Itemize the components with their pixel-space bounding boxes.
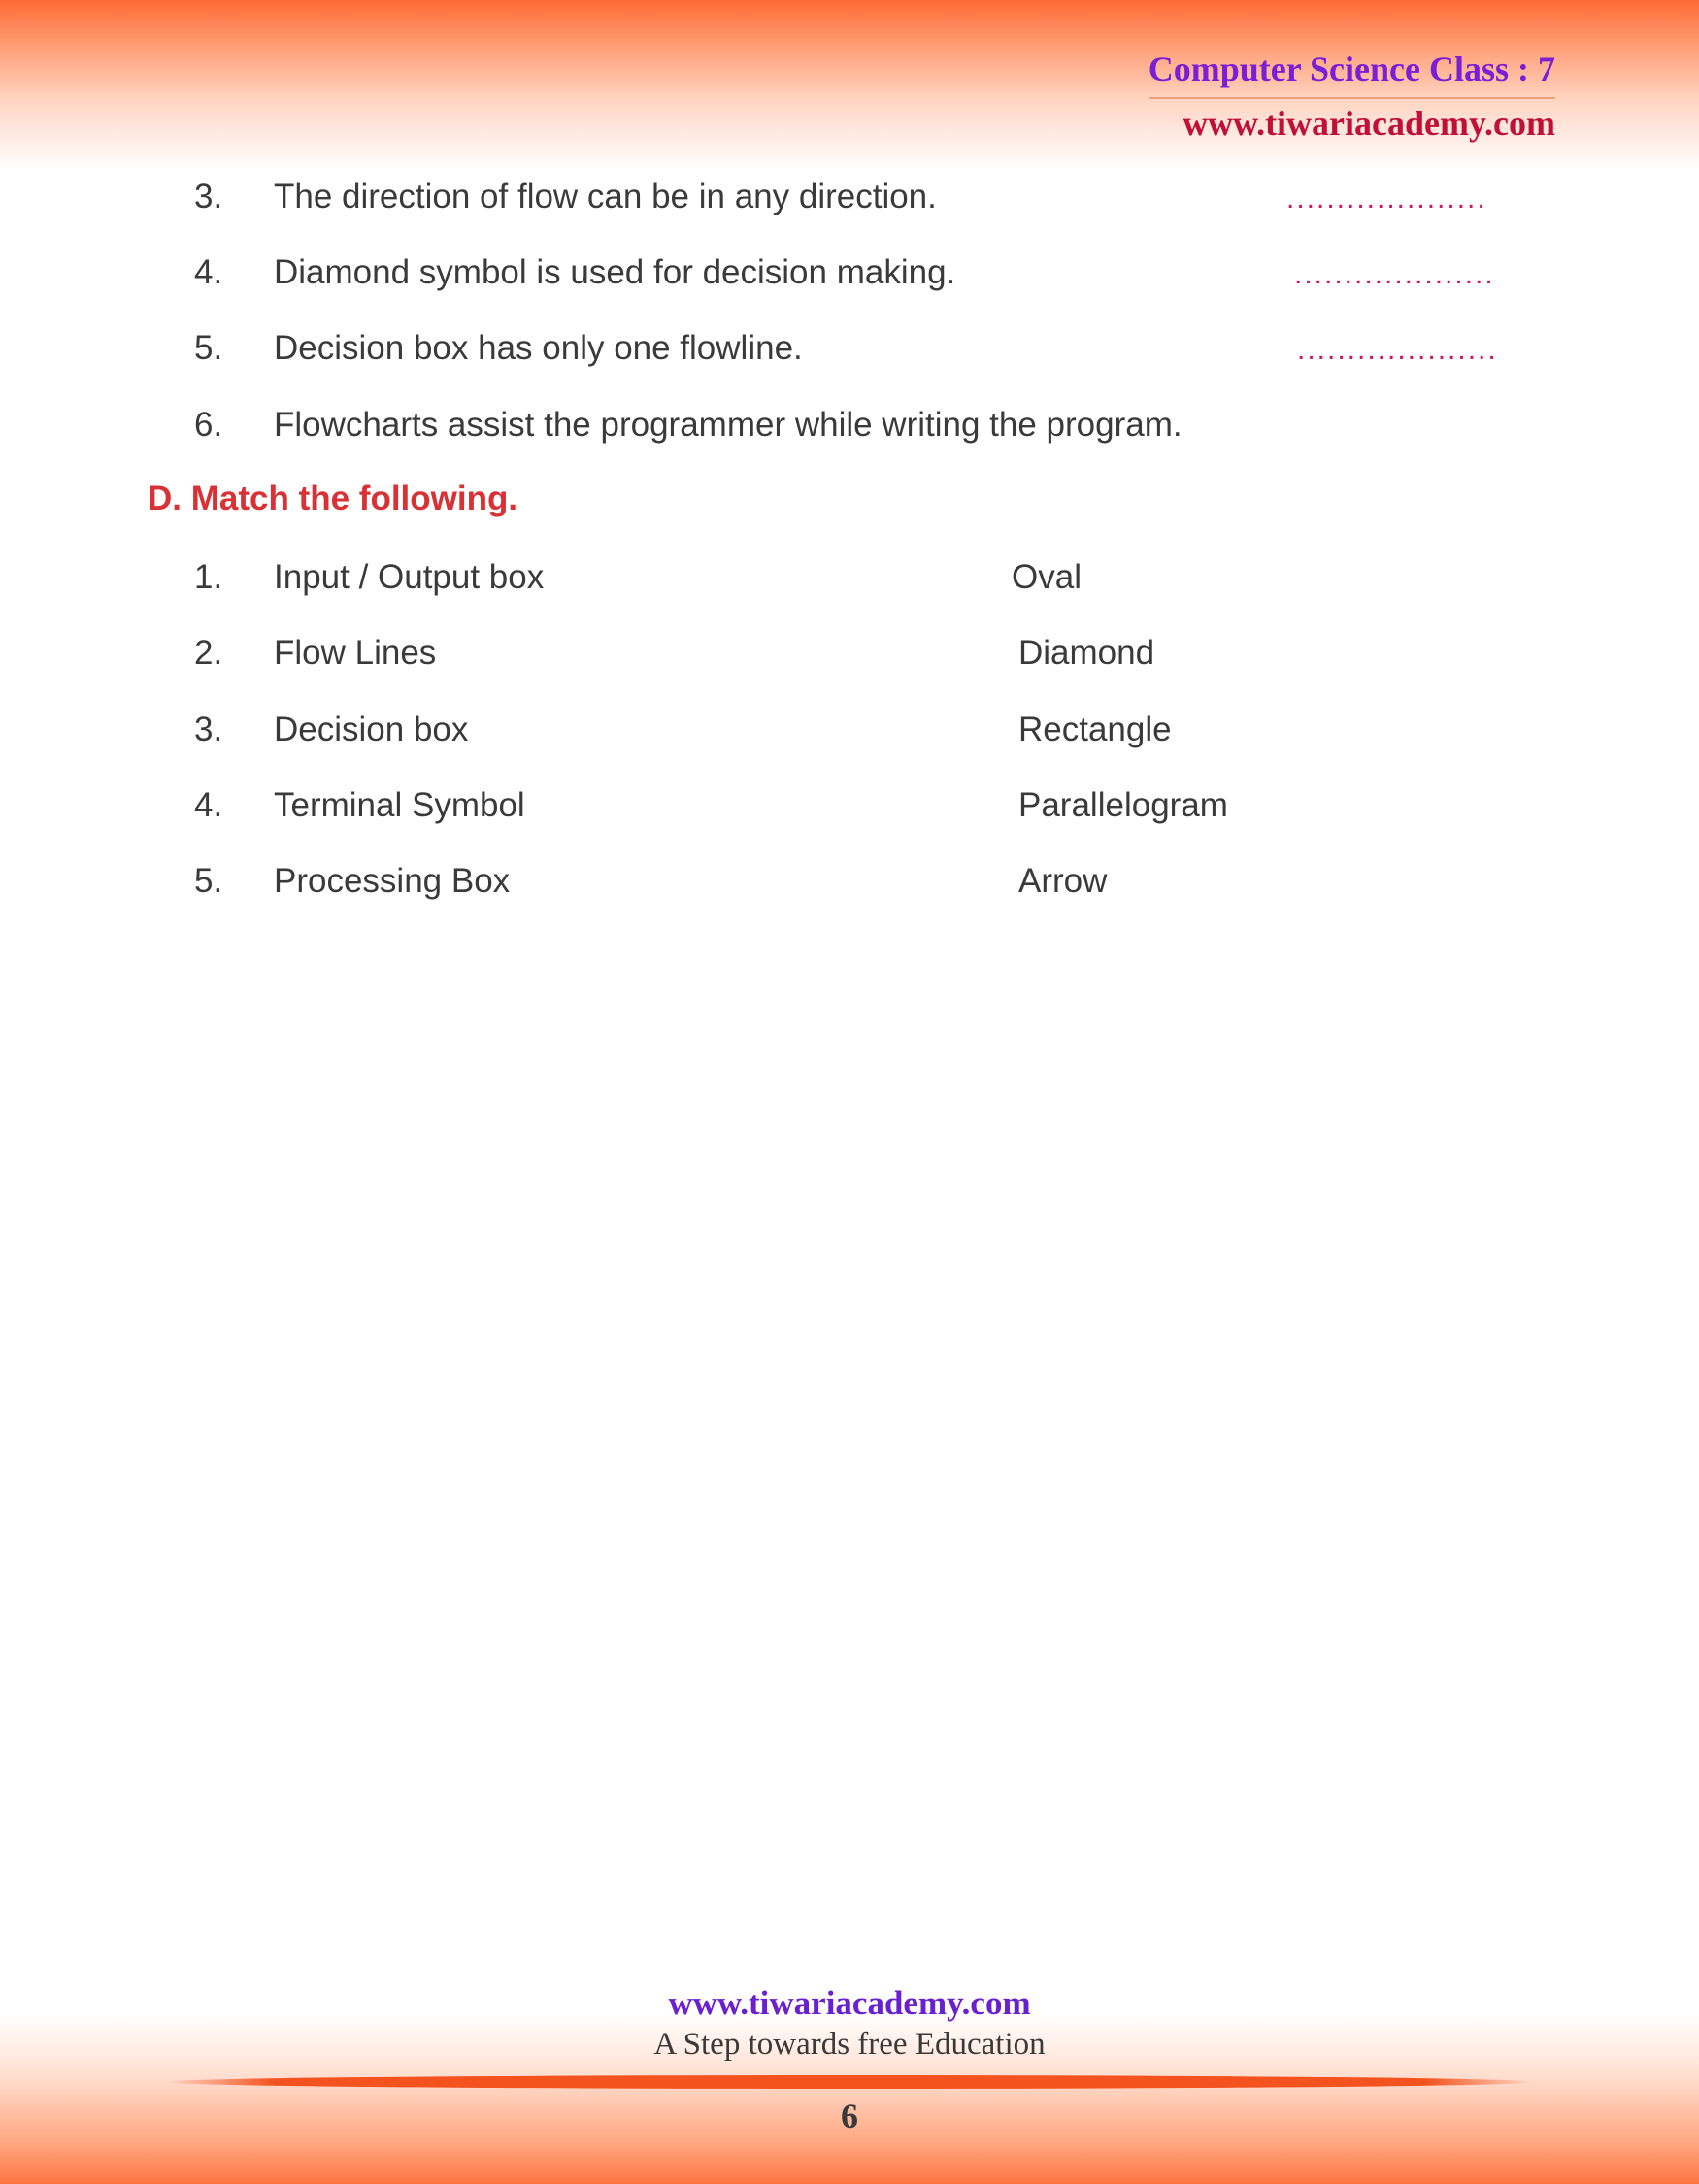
footer-tagline: A Step towards free Education — [653, 2027, 1046, 2062]
statement-text: The direction of flow can be in any direction. — [274, 178, 937, 215]
match-left-item: Terminal Symbol — [274, 786, 525, 824]
statement-number: 6. — [194, 406, 223, 444]
page-header — [1149, 47, 1555, 148]
header-title: Computer Science Class : 7 — [1149, 47, 1555, 99]
match-number: 4. — [194, 786, 223, 824]
match-right-item: Oval — [1012, 558, 1082, 596]
statement-number: 3. — [194, 178, 223, 215]
match-left-item: Flow Lines — [274, 634, 437, 672]
section-d-heading: D. Match the following. — [148, 480, 518, 517]
footer-divider — [165, 2075, 1534, 2089]
match-right-item: Diamond — [1018, 634, 1155, 672]
match-number: 1. — [194, 558, 223, 596]
footer-url: www.tiwariacademy.com — [668, 1984, 1031, 2022]
match-number: 3. — [194, 711, 223, 748]
statement-text: Decision box has only one flowline. — [274, 329, 803, 367]
statement-number: 5. — [194, 329, 223, 367]
match-right-item: Rectangle — [1018, 711, 1172, 748]
match-left-item: Processing Box — [274, 862, 511, 900]
match-left-item: Decision box — [274, 711, 469, 748]
match-left-item: Input / Output box — [274, 558, 545, 596]
page-number: 6 — [841, 2097, 858, 2135]
answer-blank: .................... — [1297, 334, 1498, 366]
answer-blank: .................... — [1286, 182, 1487, 215]
match-right-item: Parallelogram — [1018, 786, 1228, 824]
statement-text: Flowcharts assist the programmer while writing the program. — [274, 406, 1183, 444]
statement-text: Diamond symbol is used for decision making. — [274, 253, 956, 291]
match-number: 2. — [194, 634, 223, 672]
statement-number: 4. — [194, 253, 223, 291]
header-url: www.tiwariacademy.com — [1183, 104, 1555, 143]
match-right-item: Arrow — [1018, 862, 1108, 900]
match-number: 5. — [194, 862, 223, 900]
answer-blank: .................... — [1294, 258, 1495, 290]
